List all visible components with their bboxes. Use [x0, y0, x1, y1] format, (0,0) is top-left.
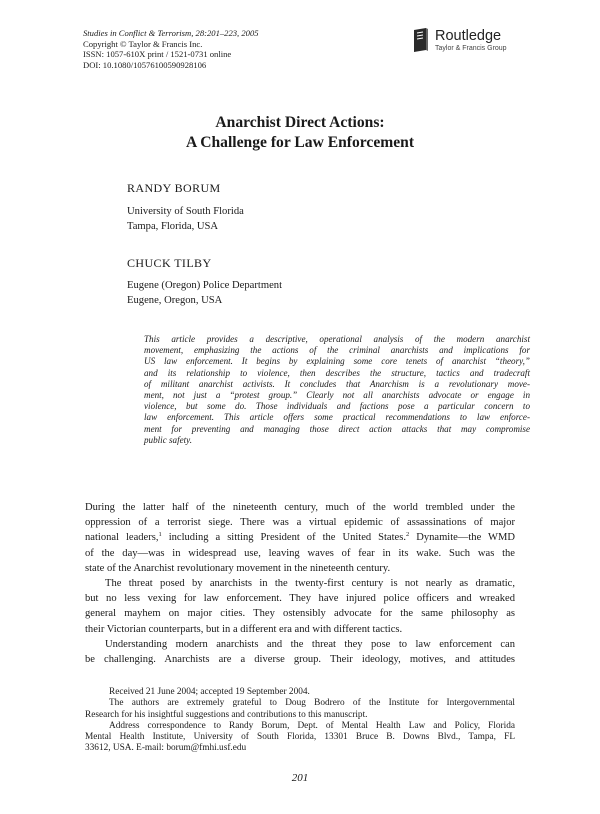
abstract-line: violence, but some do. Those individuals and factions pose a particular concern to — [144, 401, 530, 412]
doi-line: DOI: 10.1080/10576100590928106 — [83, 59, 207, 70]
publisher-name: Routledge — [435, 28, 502, 44]
title-line-2: A Challenge for Law Enforcement — [185, 134, 415, 151]
title-line-1: Anarchist Direct Actions: — [215, 114, 385, 131]
body-line: The threat posed by anarchists in the twenty-first century is not nearly as dramatic, — [105, 578, 515, 590]
footnotes — [85, 687, 515, 755]
body-line: their Victorian counterparts, but in a different era and with different tactics. — [85, 623, 403, 635]
author-affiliation — [127, 279, 282, 308]
body-line: During the latter half of the nineteenth century, much of the world trembled under the — [85, 502, 515, 513]
footnote-line: Received 21 June 2004; accepted 19 September 2004. — [109, 687, 310, 697]
abstract-line: law enforcement. This article offers some practical recommendations to law enforce- — [144, 412, 530, 423]
body-line: Understanding modern anarchists and the threat they pose to law enforcement can — [105, 638, 515, 650]
footnote-line: Address correspondence to Randy Borum, Dept. of Mental Health Law and Policy, Florida — [109, 720, 515, 731]
abstract-line: movement, emphasizing the actions of the criminal anarchists and implications for — [144, 345, 530, 356]
affiliation-line: Tampa, Florida, USA — [127, 220, 219, 232]
journal-header — [83, 28, 259, 70]
footnote-line: Research for his insightful suggestions and contributions to this manuscript. — [85, 709, 368, 720]
affiliation-line: University of South Florida — [127, 206, 244, 217]
body-fragment: national leaders, — [85, 532, 159, 544]
abstract-line: ment, not just a “protest group.” Clearly not all anarchists advocate or engage in — [144, 390, 530, 401]
body-fragment: including a sitting President of the United States. — [161, 532, 406, 544]
body-line: but no less vexing for law enforcement. They have injured police officers and wreaked — [85, 593, 515, 605]
footnote-ref: 1 — [158, 531, 162, 539]
publisher-logo — [412, 27, 522, 55]
body-fragment: Dynamite—the WMD — [409, 532, 515, 544]
body-line: general mayhem on major cities. They ostensibly advocate for the same philosophy as — [85, 608, 515, 620]
abstract-line: US law enforcement. It begins by explaining some core tenets of anarchist “theory,” — [144, 356, 530, 367]
copyright-line: Copyright © Taylor & Francis Inc. — [83, 38, 203, 49]
journal-citation: Studies in Conflict & Terrorism, 28:201–223, 2005 — [83, 28, 259, 38]
affiliation-line: Eugene (Oregon) Police Department — [127, 280, 283, 291]
footnote-line: 33612, USA. E-mail: borum@fmhi.usf.edu — [85, 743, 247, 754]
body-line: of the day—was in widespread use, leaving waves of fear in its wake. Such was the — [85, 547, 515, 559]
footnote-line: Mental Health Institute, University of South Florida, 13301 Bruce B. Downs Blvd., Tampa, FL — [85, 732, 515, 743]
body-line: state of the Anarchist revolutionary movement in the nineteenth century. — [85, 562, 391, 574]
routledge-mark-icon — [412, 27, 430, 53]
author-name: CHUCK TILBY — [127, 256, 212, 270]
page-number: 201 — [291, 772, 309, 784]
affiliation-line: Eugene, Oregon, USA — [127, 294, 223, 306]
abstract-line: ment for preventing and managing those direct action attacks that may compromise — [144, 423, 530, 434]
abstract-line: This article provides a descriptive, operational analysis of the modern anarchist — [144, 334, 530, 344]
body-line: be challenging. Anarchists are a diverse group. Their ideology, motives, and attitudes — [85, 654, 515, 666]
publisher-subtitle: Taylor & Francis Group — [435, 45, 507, 52]
abstract — [144, 334, 530, 446]
body-text — [85, 500, 515, 667]
footnote-line: The authors are extremely grateful to Doug Bodrero of the Institute for Intergovernmental — [109, 698, 515, 709]
issn-line: ISSN: 1057-610X print / 1521-0731 online — [83, 49, 232, 60]
abstract-line: of militant anarchist activists. It concludes that Anarchism is a revolutionary move- — [144, 378, 530, 389]
author-name: RANDY BORUM — [127, 181, 221, 195]
abstract-line: and its relationship to violence, then describes the structure, tactics and tradecraft — [144, 367, 530, 378]
footnote-ref: 2 — [405, 531, 410, 539]
body-line: oppression of a terrorist siege. There was a virtual epidemic of assassinations of major — [85, 517, 515, 529]
abstract-line: public safety. — [144, 434, 192, 445]
author-affiliation — [127, 205, 244, 234]
article-title — [0, 113, 600, 153]
body-line — [85, 530, 515, 545]
